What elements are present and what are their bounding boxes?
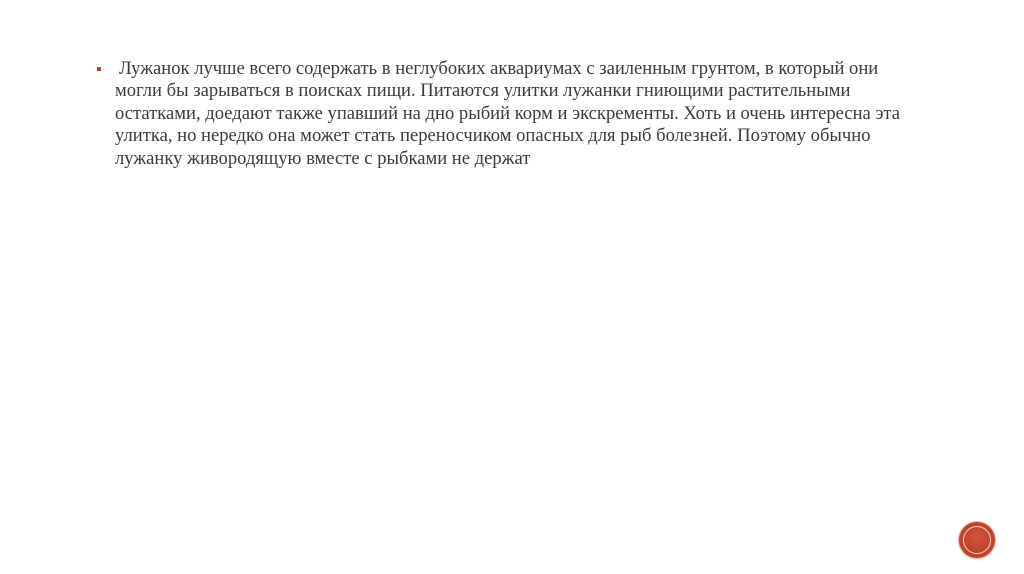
slide-nav-button[interactable] <box>959 522 995 558</box>
bullet-item <box>95 58 915 170</box>
circle-nav-icon <box>963 526 991 554</box>
square-bullet-icon <box>97 67 101 71</box>
bullet-text: Лужанок лучше всего содержать в неглубоких аквариумах с заиленным грунтом, в который они могли бы зарываться в поисках пищи. Питаются улитки лужанки гниющими растительными остатками, доедают также упавший на дно рыбий корм и экскременты. Хоть и очень интересна эта улитка, но нередко она может стать переносчиком опасных для рыб болезней. Поэтому обычно лужанку живородящую вместе с рыбками не держат <box>115 58 901 169</box>
slide-content <box>95 58 915 170</box>
